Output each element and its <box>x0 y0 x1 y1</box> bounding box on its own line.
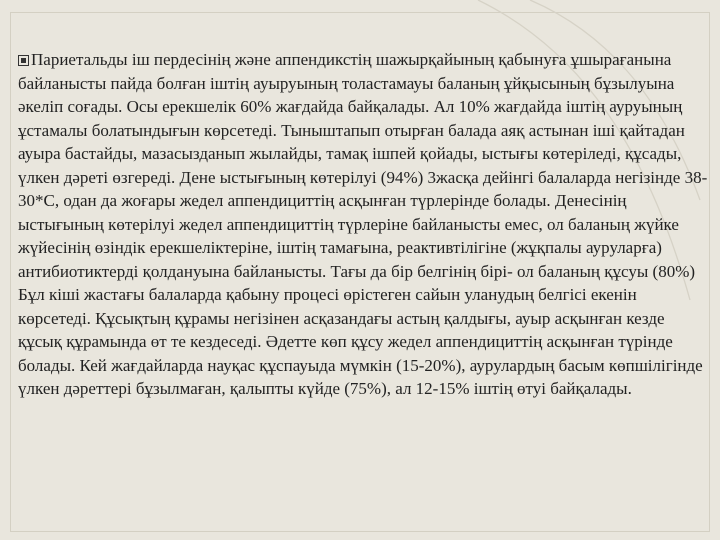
body-text-block <box>18 48 708 401</box>
body-paragraph: Париетальды іш пердесінің және аппендикстің шажырқайының қабынуға ұшырағанына байланысты пайда болған іштің ауыруының толастамауы баланың ұйқысының бұзылуына әкеліп соғады. Осы ерекшелік 60% жағдайда байқалады. Ал 10% жағдайда іштің ауруының ұстамалы болатындығын көрсетеді. Тыныштапып отырған балада аяқ астынан іші қайтадан ауыра бастайды, мазасызданып жылайды, тамақ ішпей қойады, ыстығы көтеріледі, құсады, үлкен дәреті өзгереді. Дене ыстығының көтерілуі (94%) 3жасқа дейінгі балаларда негізінде 38-30*С, одан да жоғары жедел аппендициттің асқынған түрлерінде болады. Денесінің ыстығының көтерілуі жедел аппендициттің түрлеріне байланысты емес, ол баланың жүйке жүйесінің өзіндік ерекшеліктеріне, іштің тамағына, реактивтілігіне (жұқпалы ауруларға) антибиотиктерді қолдануына байланысты. Тағы да бір белгінің бірі- ол баланың құсуы (80%) Бұл кіші жастағы балаларда қабыну процесі өрістеген сайын уланудың белгісі екенін көрсетеді. Құсықтың құрамы негізінен асқазандағы астың қалдығы, ауыр асқынған кезде құсық құрамында өт те кездеседі. Әдетте көп құсу жедел аппендициттің асқынған түрінде болады. Кей жағдайларда науқас құспауыда мүмкін (15-20%), аурулардың басым көпшілігінде үлкен дәреттері бұзылмаған, қалыпты күйде (75%), ал 12-15% іштің өтуі байқалады. <box>18 50 708 398</box>
square-bullet-icon <box>18 55 29 66</box>
